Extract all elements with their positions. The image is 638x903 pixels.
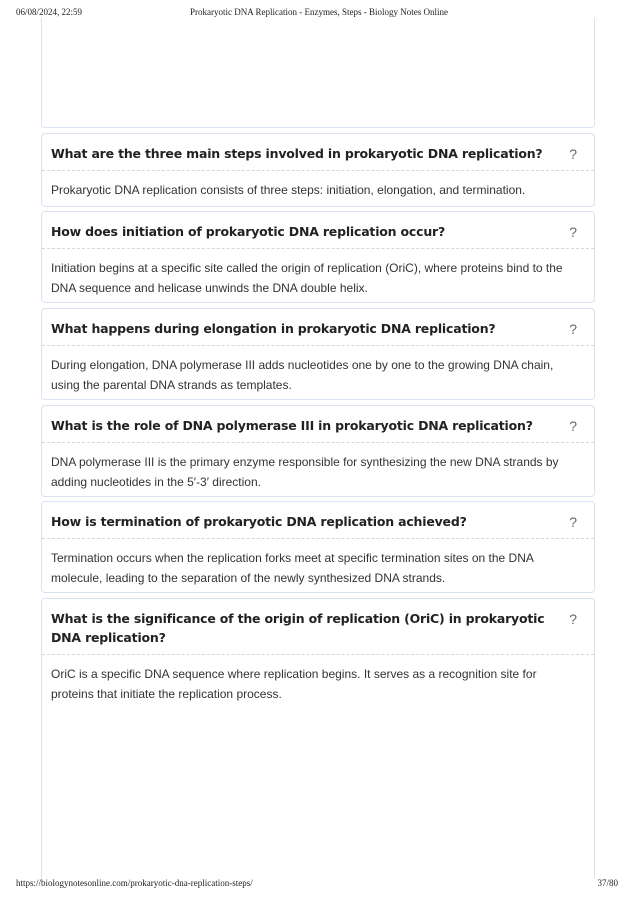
faq-answer: OriC is a specific DNA sequence where replication begins. It serves as a recognition site for proteins that initiate the replication process. (51, 667, 537, 701)
faq-question-row[interactable] (42, 502, 594, 539)
previous-card-continuation (41, 18, 595, 128)
faq-question: What happens during elongation in prokaryotic DNA replication? (51, 321, 496, 336)
faq-item-1[interactable] (41, 133, 595, 207)
question-mark-icon: ? (569, 321, 577, 337)
question-mark-icon: ? (569, 146, 577, 162)
faq-answer: During elongation, DNA polymerase III adds nucleotides one by one to the growing DNA chain, using the parental DNA strands as templates. (51, 358, 554, 392)
faq-item-2[interactable] (41, 211, 595, 303)
print-datetime: 06/08/2024, 22:59 (16, 7, 83, 17)
faq-question-row[interactable] (42, 309, 594, 346)
faq-answer: DNA polymerase III is the primary enzyme responsible for synthesizing the new DNA strands by adding nucleotides in the 5′-3′ direction. (51, 455, 559, 489)
faq-item-4[interactable] (41, 405, 595, 497)
faq-question: What is the significance of the origin of replication (OriC) in prokaryotic DNA replication? (51, 611, 545, 645)
faq-question: What are the three main steps involved in prokaryotic DNA replication? (51, 146, 543, 161)
faq-question-row[interactable] (42, 134, 594, 171)
question-mark-icon: ? (569, 224, 577, 240)
question-mark-icon: ? (569, 514, 577, 530)
faq-answer: Termination occurs when the replication forks meet at specific termination sites on the DNA molecule, leading to the separation of the newly synthesized DNA strands. (51, 551, 534, 585)
faq-item-5[interactable] (41, 501, 595, 593)
faq-answer: Prokaryotic DNA replication consists of three steps: initiation, elongation, and termination. (51, 183, 526, 197)
faq-question: How is termination of prokaryotic DNA replication achieved? (51, 514, 467, 529)
faq-answer: Initiation begins at a specific site called the origin of replication (OriC), where proteins bind to the DNA sequence and helicase unwinds the DNA double helix. (51, 261, 563, 295)
print-title: Prokaryotic DNA Replication - Enzymes, Steps - Biology Notes Online (190, 7, 448, 17)
faq-item-3[interactable] (41, 308, 595, 400)
question-mark-icon: ? (569, 611, 577, 627)
print-url: https://biologynotesonline.com/prokaryotic-dna-replication-steps/ (16, 878, 253, 888)
faq-question-row[interactable] (42, 406, 594, 443)
faq-question: How does initiation of prokaryotic DNA replication occur? (51, 224, 446, 239)
print-page-number: 37/80 (597, 878, 618, 888)
faq-item-6[interactable] (41, 598, 595, 878)
faq-question-row[interactable] (42, 599, 594, 655)
question-mark-icon: ? (569, 418, 577, 434)
faq-question-row[interactable] (42, 212, 594, 249)
faq-question: What is the role of DNA polymerase III in prokaryotic DNA replication? (51, 418, 533, 433)
